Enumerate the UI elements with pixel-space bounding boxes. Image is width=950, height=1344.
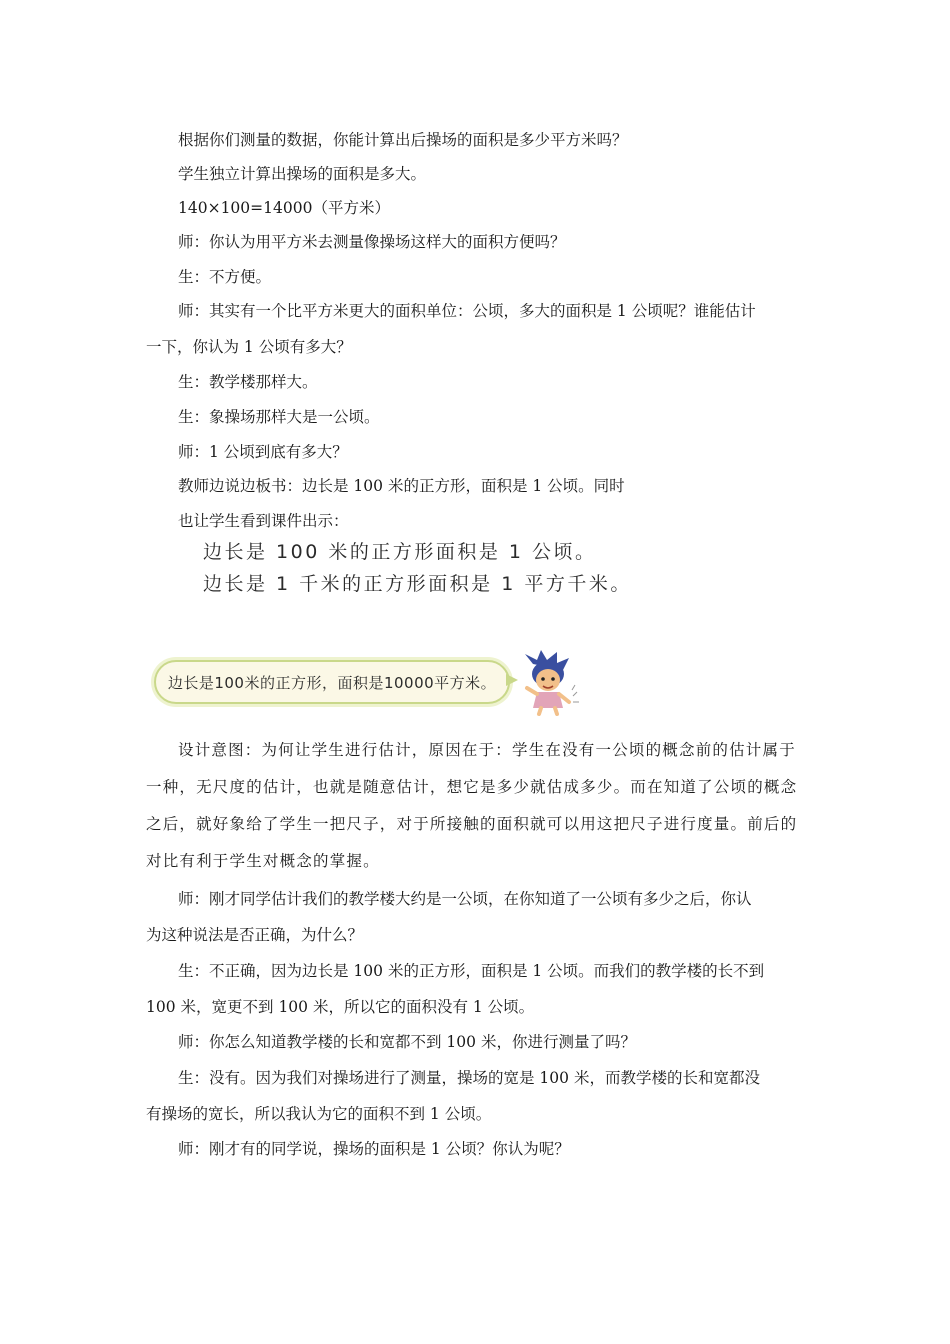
text-line: 师：你认为用平方米去测量像操场这样大的面积方便吗？ <box>178 233 566 251</box>
text-line: 为这种说法是否正确，为什么？ <box>146 926 364 944</box>
text-line: 也让学生看到课件出示： <box>178 512 349 530</box>
text-line: 一种，无尺度的估计，也就是随意估计，想它是多少就估成多少。而在知道了公顷的概念 <box>146 778 798 796</box>
text-line: 生：没有。因为我们对操场进行了测量，操场的宽是 100 米，而教学楼的长和宽都没 <box>178 1069 760 1087</box>
text-line: 之后，就好象给了学生一把尺子，对于所接触的面积就可以用这把尺子进行度量。前后的 <box>146 815 798 833</box>
text-line: 师：其实有一个比平方米更大的面积单位：公顷，多大的面积是 1 公顷呢？谁能估计 <box>178 302 756 320</box>
text-line: 师：你怎么知道教学楼的长和宽都不到 100 米，你进行测量了吗？ <box>178 1033 636 1051</box>
text-line: 140×100=14000（平方米） <box>178 199 390 217</box>
text-line: 有操场的宽长，所以我认为它的面积不到 1 公顷。 <box>146 1105 492 1123</box>
text-line: 师：刚才同学估计我们的教学楼大约是一公顷，在你知道了一公顷有多少之后，你认 <box>178 890 752 908</box>
text-line: 对比有利于学生对概念的掌握。 <box>146 852 380 870</box>
text-line: 学生独立计算出操场的面积是多大。 <box>178 165 427 183</box>
text-line: 设计意图：为何让学生进行估计，原因在于：学生在没有一公顷的概念前的估计属于 <box>178 741 796 759</box>
courseware-line-1: 边长是 100 米的正方形面积是 1 公顷。 <box>203 541 597 563</box>
text-line: 师：刚才有的同学说，操场的面积是 1 公顷？你认为呢？ <box>178 1140 570 1158</box>
courseware-line-2: 边长是 1 千米的正方形面积是 1 平方千米。 <box>203 573 632 595</box>
text-line: 根据你们测量的数据，你能计算出后操场的面积是多少平方米吗？ <box>178 131 628 149</box>
text-line: 生：教学楼那样大。 <box>178 373 318 391</box>
cartoon-character-icon <box>515 650 585 716</box>
text-line: 一下，你认为 1 公顷有多大？ <box>146 338 352 356</box>
text-line: 教师边说边板书：边长是 100 米的正方形，面积是 1 公顷。同时 <box>178 477 625 495</box>
text-line: 100 米，宽更不到 100 米，所以它的面积没有 1 公顷。 <box>146 998 535 1016</box>
text-line: 生：不正确，因为边长是 100 米的正方形，面积是 1 公顷。而我们的教学楼的长不到 <box>178 962 765 980</box>
speech-bubble-text: 边长是100米的正方形，面积是10000平方米。 <box>167 673 497 692</box>
speech-bubble-illustration <box>150 650 590 716</box>
text-line: 生：不方便。 <box>178 268 272 286</box>
speech-bubble <box>154 660 510 704</box>
text-line: 师：1 公顷到底有多大？ <box>178 443 348 461</box>
text-line: 生：象操场那样大是一公顷。 <box>178 408 380 426</box>
